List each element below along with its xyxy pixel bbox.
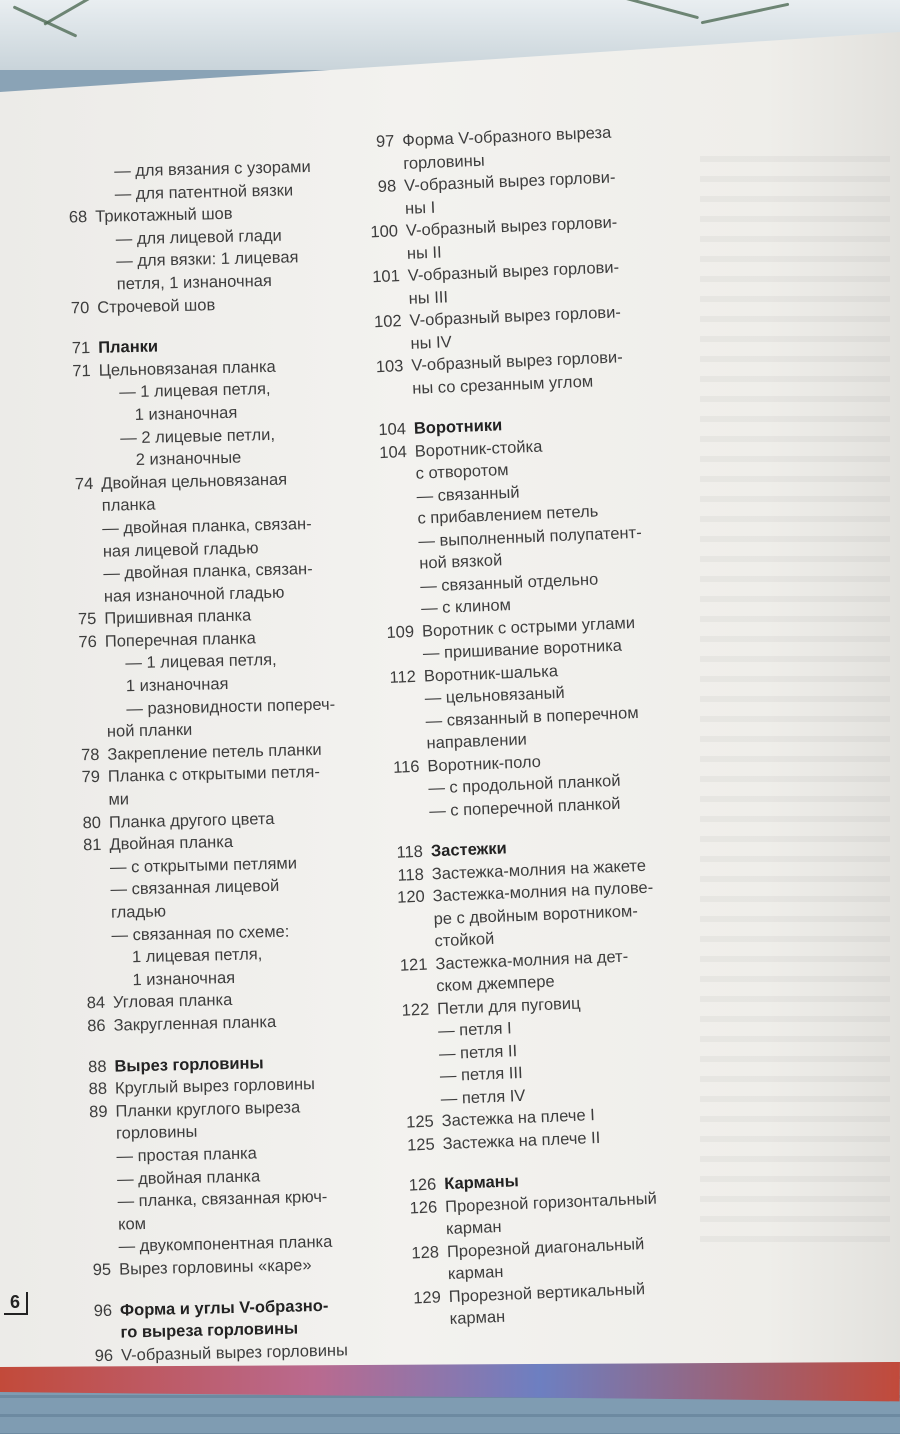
- toc-entry-text: горловины: [402, 151, 485, 173]
- toc-page-number: [355, 198, 406, 222]
- toc-page-number: [358, 288, 409, 312]
- toc-page-number: 102: [373, 312, 402, 332]
- toc-entry-text: Воротник-шалька: [423, 661, 559, 686]
- toc-page-number: 95: [92, 1260, 112, 1280]
- toc-page-number: 96: [94, 1346, 114, 1365]
- toc-page-number: 71: [71, 339, 91, 358]
- toc-entry-text: Прорезной вертикальный: [448, 1279, 646, 1306]
- toc-page-number: 101: [371, 267, 401, 287]
- toc-entry-text: горловины: [115, 1123, 198, 1143]
- toc-entry-text: — связанный в поперечном: [425, 703, 639, 731]
- toc-entry-text: — разновидности попереч-: [126, 695, 336, 718]
- toc-entry-text: V-образный вырез горлови-: [411, 348, 623, 375]
- toc-page-number: [62, 970, 112, 994]
- toc-entry-text: Угловая планка: [112, 991, 233, 1013]
- toc-page-number: [399, 1309, 450, 1333]
- toc-entry-text: Двойная цельновязаная: [101, 470, 288, 493]
- toc-entry-text: гладью: [110, 902, 167, 922]
- toc-page-number: [379, 801, 430, 825]
- toc-entry-text: ной планки: [106, 721, 193, 741]
- toc-entry-text: Планка другого цвета: [108, 809, 275, 832]
- toc-entry-text: Воротник-стойка: [414, 437, 543, 461]
- toc-page-number: 126: [408, 1175, 437, 1195]
- toc-entry-text: — двойная планка: [116, 1166, 261, 1189]
- toc-entry-text: Воротник-поло: [427, 752, 542, 775]
- toc-entry-text: Застежки: [430, 839, 508, 861]
- toc-page-number: [389, 1044, 440, 1068]
- toc-page-number: [53, 564, 103, 588]
- toc-page-number: 118: [397, 865, 425, 885]
- toc-page-number: [70, 1323, 120, 1347]
- toc-entry-text: — двукомпонентная планка: [118, 1233, 333, 1256]
- toc-page-number: [362, 378, 413, 402]
- toc-entry-text: — двойная планка, связан-: [103, 560, 313, 583]
- toc-entry-text: — 1 лицевая петля,: [119, 380, 271, 402]
- toc-page-number: 86: [87, 1016, 106, 1036]
- toc-page-number: [54, 586, 104, 610]
- toc-entry-text: V-образный вырез горловины: [120, 1341, 349, 1365]
- toc-page-number: [67, 1169, 117, 1193]
- toc-entry-text: 1 лицевая петля,: [131, 945, 263, 967]
- toc-page-number: [373, 644, 424, 668]
- toc-entry-text: — простая планка: [116, 1144, 258, 1166]
- toc-page-number: 97: [375, 132, 395, 152]
- toc-entry-text: — связанная по схеме:: [111, 922, 290, 945]
- toc-entry-text: V-образный вырез горлови-: [405, 213, 618, 240]
- toc-entry-text: Прорезной горизонтальный: [444, 1189, 658, 1216]
- toc-entry-text: ная изнаночной гладью: [103, 583, 285, 606]
- toc-right-column: [352, 120, 720, 1333]
- toc-page-number: [383, 909, 434, 933]
- toc-page-number: 74: [74, 474, 94, 494]
- toc-page-number: 88: [87, 1057, 107, 1076]
- toc-entry-text: Круглый вырез горловины: [114, 1075, 316, 1098]
- toc-entry-text: направлении: [426, 730, 528, 753]
- toc-page-number: [56, 677, 106, 701]
- toc-page-number: [52, 496, 102, 520]
- toc-page-number: [57, 722, 107, 746]
- toc-page-number: [46, 252, 96, 276]
- toc-page-number: 79: [81, 768, 101, 787]
- toc-page-number: 70: [70, 298, 90, 317]
- toc-entry-text: — с поперечной планкой: [428, 794, 621, 820]
- toc-entry-text: Поперечная планка: [104, 629, 257, 651]
- toc-entry-text: — петля III: [439, 1063, 523, 1086]
- toc-entry-text: — с продольной планкой: [428, 771, 621, 798]
- toc-entry-text: ная лицевой гладью: [102, 538, 259, 561]
- toc-page-number: 125: [405, 1112, 435, 1132]
- toc-page-number: [60, 857, 110, 881]
- toc-page-number: [360, 333, 411, 357]
- toc-entry-text: Застежка-молния на жакете: [431, 856, 647, 883]
- toc-entry-text: Застежка на плече I: [441, 1106, 596, 1131]
- toc-page-number: [66, 1124, 116, 1148]
- toc-page-number: [62, 948, 112, 972]
- toc-page-number: 104: [378, 420, 407, 440]
- toc-page-number: [61, 925, 111, 949]
- toc-page-number: [53, 541, 103, 565]
- toc-page-number: [370, 576, 421, 600]
- toc-entry-text: ны IV: [410, 332, 452, 353]
- toc-page-number: [388, 1021, 439, 1045]
- toc-entry-text: — планка, связанная крюч-: [117, 1187, 328, 1211]
- toc-entry-text: Планки: [98, 337, 159, 357]
- toc-page-number: 118: [396, 842, 424, 862]
- toc-page-number: [50, 428, 100, 452]
- toc-entry-text: стойкой: [434, 929, 495, 951]
- toc-entry-text: планка: [101, 495, 156, 516]
- toc-page-number: [353, 153, 404, 177]
- toc-entry-text: Планка с открытыми петля-: [107, 763, 321, 787]
- toc-entry-text: 1 изнаночная: [134, 403, 238, 424]
- toc-entry-text: Закрепление петель планки: [107, 740, 322, 764]
- toc-page-number: 98: [377, 177, 397, 196]
- toc-entry-text: Форма и углы V-образно-: [119, 1296, 329, 1320]
- toc-entry-text: ском джемпере: [435, 972, 556, 996]
- toc-page-number: 68: [68, 208, 88, 227]
- toc-page-number: 128: [411, 1242, 440, 1263]
- toc-entry-text: Закругленная планка: [113, 1012, 277, 1035]
- toc-page-number: 125: [406, 1135, 436, 1155]
- toc-entry-text: ны II: [406, 243, 442, 263]
- toc-page-number: 109: [386, 622, 415, 642]
- toc-page-number: [58, 790, 108, 814]
- toc-page-number: 103: [375, 357, 404, 377]
- toc-entry-text: Застежка-молния на пулове-: [432, 878, 654, 906]
- toc-page-number: [365, 464, 416, 488]
- toc-page-number: [61, 903, 111, 927]
- toc-page-number: [371, 599, 422, 623]
- toc-page-number: 80: [82, 813, 102, 832]
- toc-page-number: 88: [88, 1079, 108, 1099]
- toc-page-number: [49, 383, 99, 407]
- toc-entry-text: V-образный вырез горлови-: [409, 303, 622, 330]
- toc-entry-text: карман: [449, 1307, 506, 1329]
- toc-page-number: 112: [389, 667, 417, 687]
- toc-page-number: [60, 880, 110, 904]
- page-number: 6: [4, 1292, 28, 1315]
- toc-page-number: 84: [86, 994, 106, 1013]
- toc-page-number: 75: [77, 610, 97, 629]
- toc-entry-text: ми: [108, 790, 130, 809]
- toc-entry-text: Вырез горловины «каре»: [118, 1256, 312, 1279]
- toc-entry-text: 2 изнаночные: [135, 448, 242, 470]
- toc-entry-text: Пришивная планка: [104, 606, 252, 629]
- toc-entry-text: 1 изнаночная: [132, 968, 236, 989]
- toc-entry-text: Двойная планка: [109, 833, 234, 854]
- toc-entry-text: ны I: [404, 198, 436, 218]
- toc-entry-text: Вырез горловины: [114, 1053, 264, 1076]
- toc-page-number: 76: [78, 632, 98, 652]
- toc-page-number: [378, 778, 429, 802]
- toc-page-number: 81: [82, 836, 102, 855]
- toc-entry-text: Трикотажный шов: [95, 204, 233, 227]
- toc-entry-text: — связанный отдельно: [419, 569, 599, 596]
- toc-entry-text: ной вязкой: [418, 551, 503, 573]
- toc-entry-text: — 1 лицевая петля,: [125, 651, 277, 673]
- toc-entry-text: — 2 лицевые петли,: [120, 425, 276, 447]
- toc-entry-text: Карманы: [443, 1172, 520, 1194]
- toc-entry-text: с прибавлением петель: [417, 502, 599, 528]
- toc-page-number: [56, 699, 106, 723]
- toc-entry-text: Строчевой шов: [97, 295, 216, 317]
- toc-entry-text: — связанный: [416, 483, 520, 506]
- toc-page-number: [52, 519, 102, 543]
- toc-entry-text: Форма V-образного выреза: [401, 123, 612, 150]
- toc-page-number: [47, 275, 97, 299]
- toc-entry-text: — для лицевой глади: [115, 226, 282, 249]
- toc-page-number: [357, 243, 408, 267]
- toc-entry-text: — петля I: [437, 1019, 512, 1041]
- toc-entry-text: — петля II: [438, 1041, 518, 1063]
- toc-entry-text: карман: [445, 1217, 502, 1239]
- toc-entry-text: — связанная лицевой: [110, 877, 280, 900]
- toc-page-number: [44, 162, 94, 186]
- toc-entry-text: Застежка-молния на дет-: [435, 947, 629, 973]
- toc-page-number: [68, 1237, 118, 1261]
- toc-page-number: 126: [409, 1197, 438, 1218]
- toc-page-number: [46, 230, 96, 254]
- toc-entry-text: ре с двойным воротником-: [433, 901, 639, 928]
- toc-page-number: [67, 1192, 117, 1216]
- toc-page-number: [384, 931, 435, 955]
- toc-entry-text: Цельновязаная планка: [98, 357, 276, 380]
- toc-entry-text: — для патентной вязки: [114, 180, 294, 203]
- toc-entry-text: Прорезной диагональный: [446, 1234, 645, 1261]
- toc-page-number: [374, 689, 425, 713]
- toc-entry-text: Планки круглого выреза: [115, 1098, 301, 1121]
- toc-entry-text: V-образный вырез горлови-: [407, 258, 620, 285]
- toc-page-number: 78: [80, 745, 100, 765]
- toc-entry-text: Воротники: [413, 416, 503, 438]
- toc-page-number: 122: [401, 1000, 430, 1020]
- toc-page-number: 71: [72, 361, 91, 381]
- toc-entry-text: ны со срезанным углом: [411, 372, 594, 398]
- toc-entry-text: — с открытыми петлями: [109, 854, 298, 877]
- toc-entry-text: ны III: [408, 287, 449, 308]
- toc-page-number: 120: [396, 887, 426, 907]
- toc-page-number: [45, 184, 95, 208]
- toc-page-number: 129: [412, 1287, 442, 1307]
- toc-page-number: [367, 509, 418, 533]
- toc-page-number: [396, 1219, 447, 1243]
- toc-page-number: 121: [399, 955, 428, 975]
- toc-entry-text: карман: [447, 1262, 504, 1284]
- toc-page-number: [390, 1089, 441, 1113]
- toc-entry-text: ком: [117, 1214, 147, 1234]
- toc-entry-text: V-образный вырез горлови-: [403, 168, 616, 195]
- toc-entry-text: 1 изнаночная: [125, 675, 229, 696]
- toc-page-number: [375, 711, 426, 735]
- toc-page-number: 89: [88, 1102, 108, 1121]
- toc-entry-text: Петли для пуговиц: [436, 994, 581, 1018]
- toc-page-number: 104: [378, 442, 408, 462]
- toc-left-column: [44, 156, 376, 1369]
- toc-page-number: [398, 1264, 449, 1288]
- toc-entry-text: го выреза горловины: [120, 1319, 299, 1342]
- toc-page-number: [51, 451, 101, 475]
- toc-entry-text: — с клином: [420, 596, 512, 618]
- toc-entry-text: — петля IV: [440, 1086, 526, 1108]
- toc-entry-text: — цельновязаный: [424, 683, 565, 708]
- toc-entry-text: — выполненный полупатент-: [418, 523, 642, 551]
- toc-entry-text: — двойная планка, связан-: [102, 514, 312, 538]
- toc-page-number: 116: [392, 757, 420, 777]
- toc-entry-text: с отворотом: [415, 460, 509, 483]
- bleed-through-text: [700, 142, 890, 1242]
- toc-page-number: [368, 531, 419, 555]
- toc-page-number: 96: [93, 1301, 113, 1320]
- toc-page-number: 100: [370, 222, 399, 242]
- toc-page-number: [369, 554, 420, 578]
- toc-entry-text: — для вязания с узорами: [114, 157, 311, 181]
- toc-page-number: [55, 654, 105, 678]
- toc-page-number: [68, 1214, 118, 1238]
- toc-page-number: [386, 976, 437, 1000]
- toc-entry-text: Застежка на плече II: [442, 1128, 601, 1153]
- toc-page-number: [66, 1147, 116, 1171]
- toc-entry-text: Воротник с острыми углами: [421, 613, 636, 641]
- toc-entry-text: — для вязки: 1 лицевая: [116, 248, 299, 271]
- toc-page-number: [50, 406, 100, 430]
- toc-page-number: [376, 734, 427, 758]
- toc-page-number: [366, 486, 417, 510]
- toc-entry-text: — пришивание воротника: [422, 636, 623, 663]
- toc-entry-text: петля, 1 изнаночная: [116, 271, 273, 294]
- toc-page-number: [390, 1066, 441, 1090]
